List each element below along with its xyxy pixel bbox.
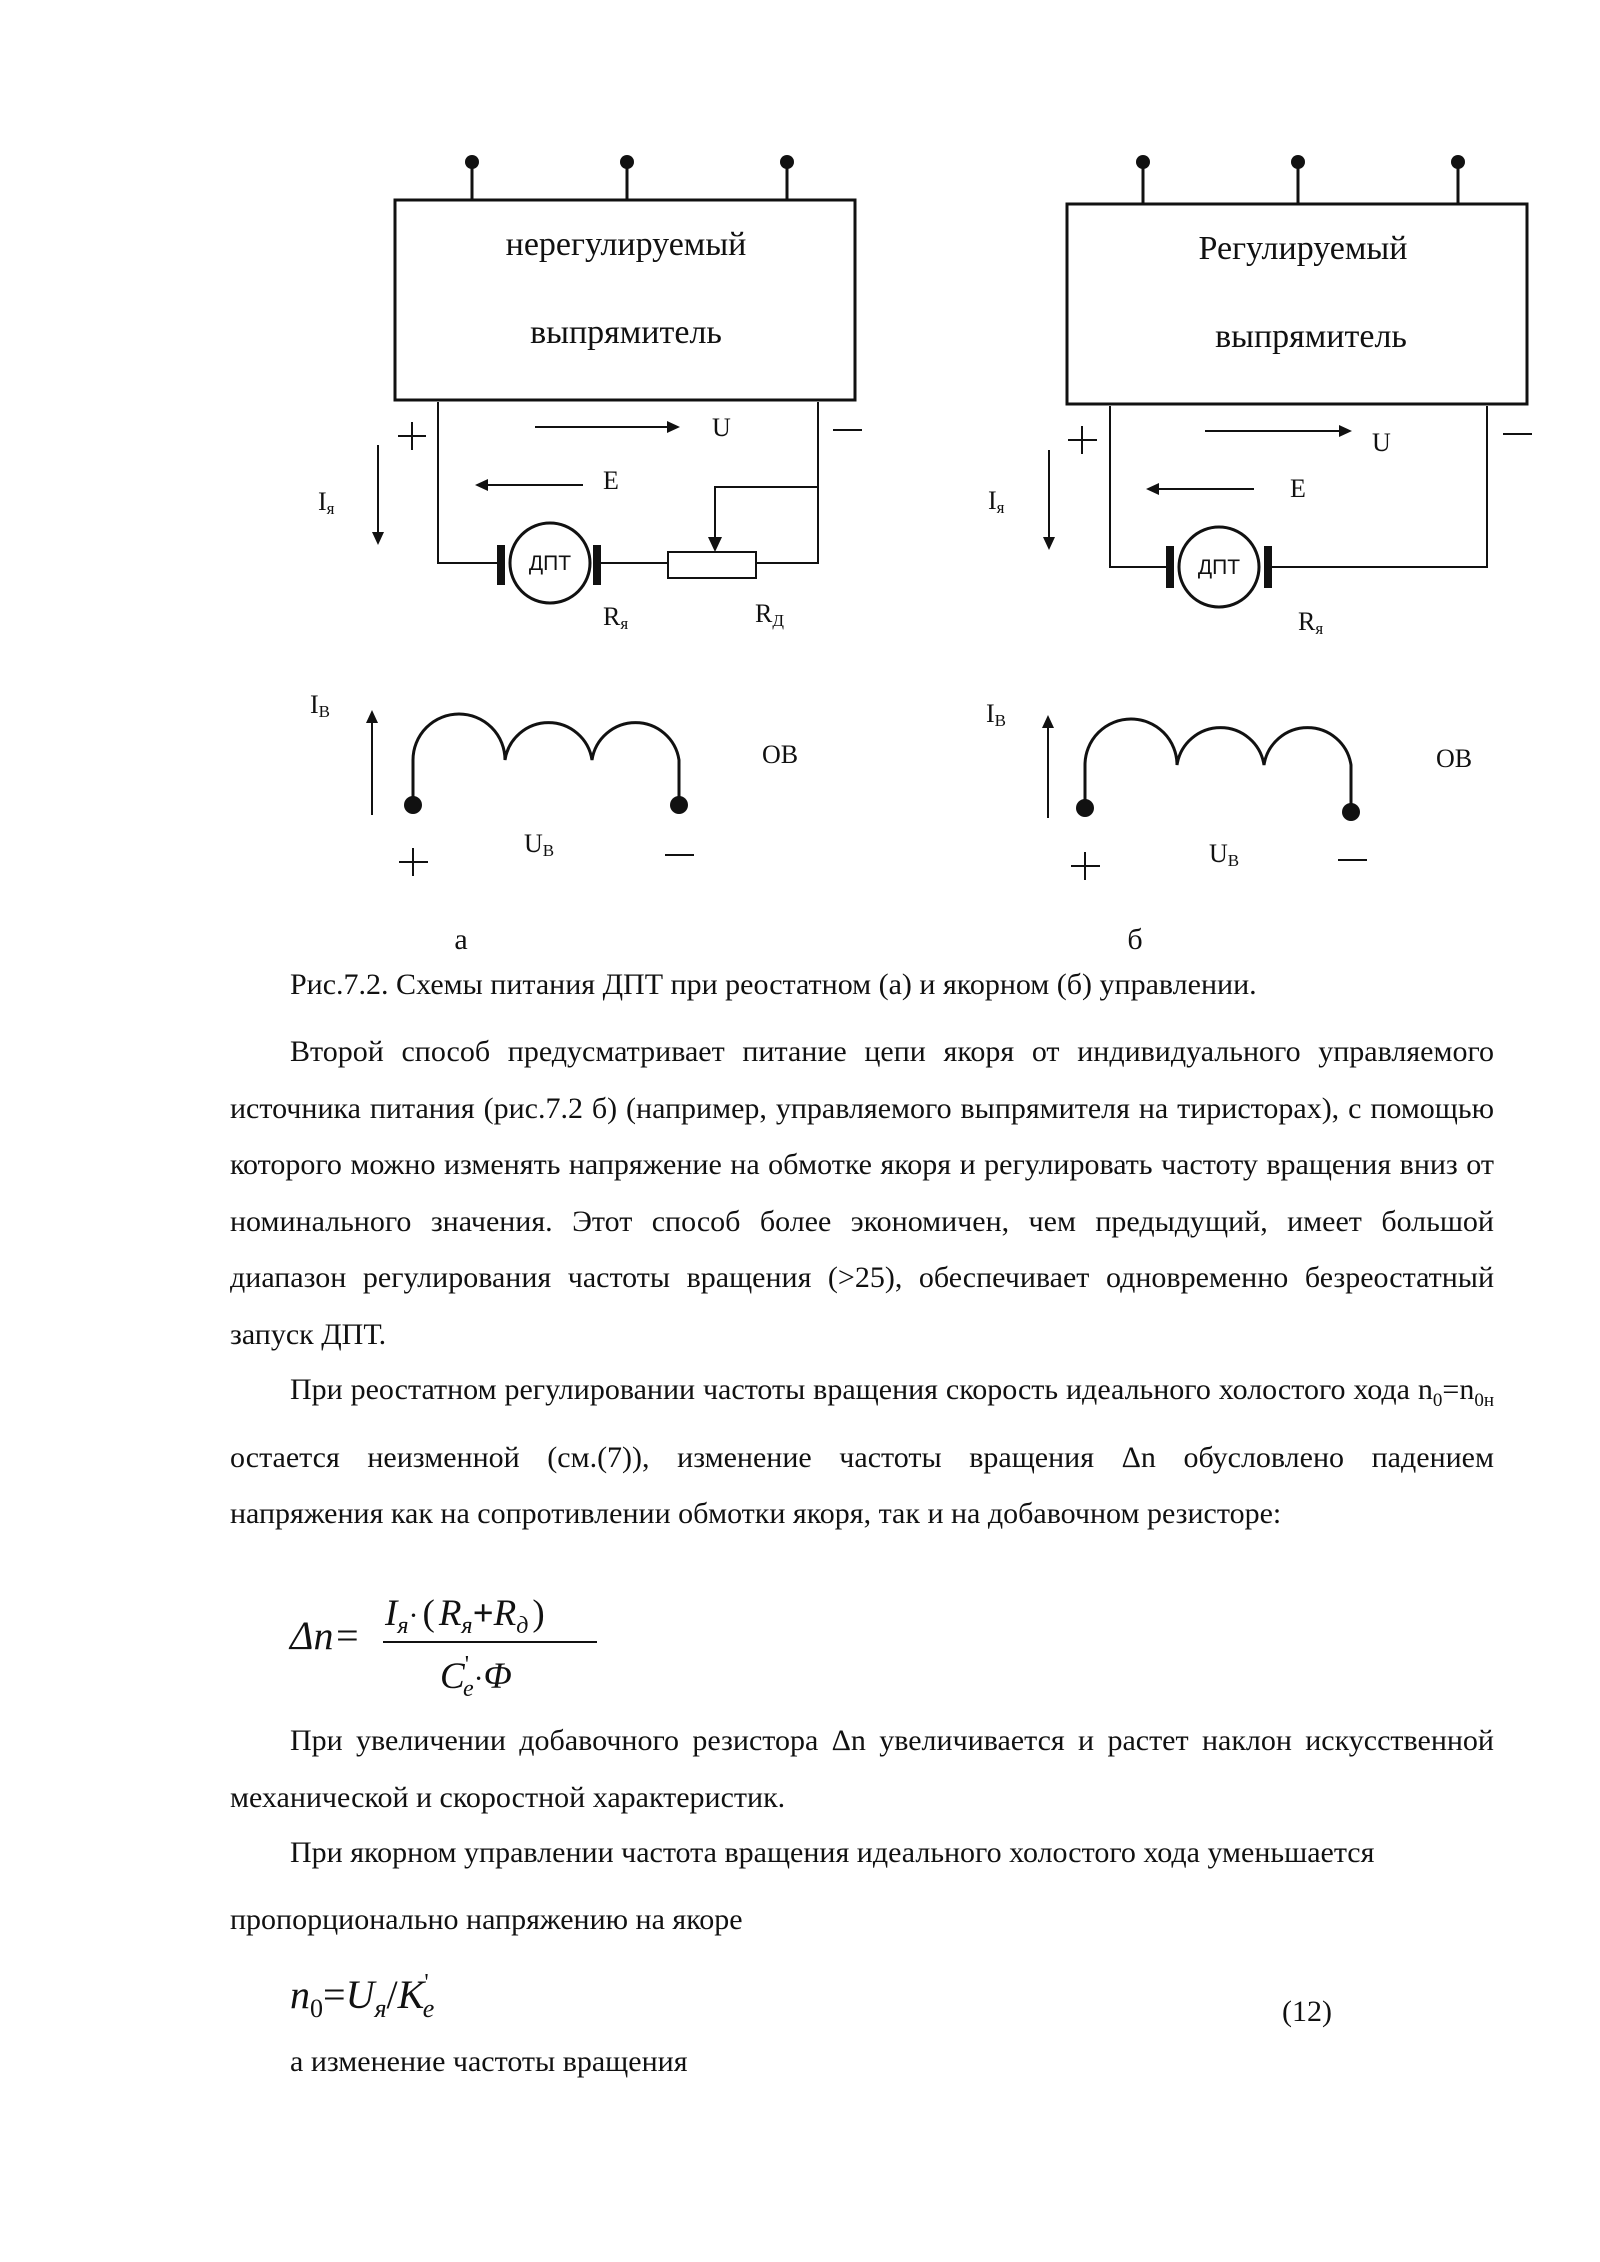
paragraph-second-method-text: Второй способ предусматривает питание цепи якоря от индивидуального управляемого источника питания (рис.7.2 б) (например, управляемого выпрямителя на тиристорах), с помощью которого можно изменять напряжение на обмотке якоря и регулировать частоту вращения вниз от номинального значения. Этот способ более экономичен, чем предыдущий, имеет большой диапазон регулирования частоты вращения (>25), обеспечивает одновременно безреостатный запуск ДПТ.	[230, 1035, 1494, 1351]
paragraph-change-speed: а изменение частоты вращения	[290, 2045, 688, 2078]
paragraph-second-method	[230, 1024, 1494, 1363]
right-box-title-line1: Регулируемый	[1198, 230, 1408, 267]
paragraph-armature-control-text: При якорном управлении частота вращения идеального холостого хода уменьшается	[290, 1836, 1375, 1869]
left-label-ra: Rя	[603, 602, 629, 633]
svg-text:Δn=: Δn=	[290, 1613, 361, 1658]
right-label-e: E	[1290, 474, 1306, 503]
left-label-e: E	[603, 466, 619, 495]
right-field-winding	[1085, 719, 1351, 812]
left-box-title-line1: нерегулируемый	[505, 226, 747, 263]
left-label-rd: RД	[755, 599, 784, 630]
formula-delta-n	[285, 1578, 625, 1698]
figure-caption: Рис.7.2. Схемы питания ДПТ при реостатном (а) и якорном (б) управлении.	[290, 968, 1257, 1001]
right-label-ia: Iя	[988, 486, 1005, 517]
paragraph-resistor-increase-text: При увеличении добавочного резистора Δn увеличивается и растет наклон искусственной механической и скоростной характеристик.	[230, 1724, 1494, 1814]
equation-number: (12)	[1282, 1995, 1332, 2028]
circuit-diagram-figure	[0, 0, 1600, 960]
left-label-uv: UВ	[524, 829, 555, 860]
right-figure-label: б	[1127, 923, 1143, 956]
left-label-iv: IВ	[310, 690, 331, 721]
formula-n0	[285, 1958, 525, 2038]
left-box-title-line2: выпрямитель	[530, 314, 722, 351]
right-label-ra: Rя	[1298, 607, 1324, 638]
left-motor-label: ДПТ	[528, 552, 572, 575]
paragraph-armature-control	[230, 1825, 1494, 1882]
left-label-ov: ОВ	[762, 740, 799, 769]
svg-text:Iя·(Rя+Rд): $I_я^\cdot$ ( $R_я+R_д$ )	[385, 1593, 545, 1639]
right-label-uv: UВ	[1209, 839, 1240, 870]
right-box-title-line2: выпрямитель	[1215, 318, 1407, 355]
svg-text:C'e·Φ: C' e·Φ	[440, 1652, 512, 1698]
right-motor-label: ДПТ	[1197, 556, 1241, 579]
left-resistor-rd	[668, 552, 756, 578]
paragraph-rheostat: При реостатном регулировании частоты вращения скорость идеального холостого хода $n_0=n_{0н}$ остается неизменной (см.(7)), изменение частоты вращения Δn обусловлено падением напряжения как на сопротивлении обмотки якоря, так и на добавочном резисторе:	[230, 1373, 1494, 1530]
left-field-winding	[413, 714, 679, 805]
left-label-u: U	[712, 413, 731, 442]
right-label-ov: ОВ	[1436, 744, 1473, 773]
left-figure-label: а	[454, 923, 468, 956]
paragraph-resistor-increase	[230, 1713, 1494, 1826]
right-label-u: U	[1372, 428, 1391, 457]
svg-text:n0=Uя/K'e: $n_0=U_я/K'$ e	[290, 1970, 435, 2023]
left-label-ia: Iя	[318, 487, 335, 518]
paragraph-proportional: пропорционально напряжению на якоре	[230, 1903, 743, 1936]
right-label-iv: IВ	[986, 699, 1007, 730]
